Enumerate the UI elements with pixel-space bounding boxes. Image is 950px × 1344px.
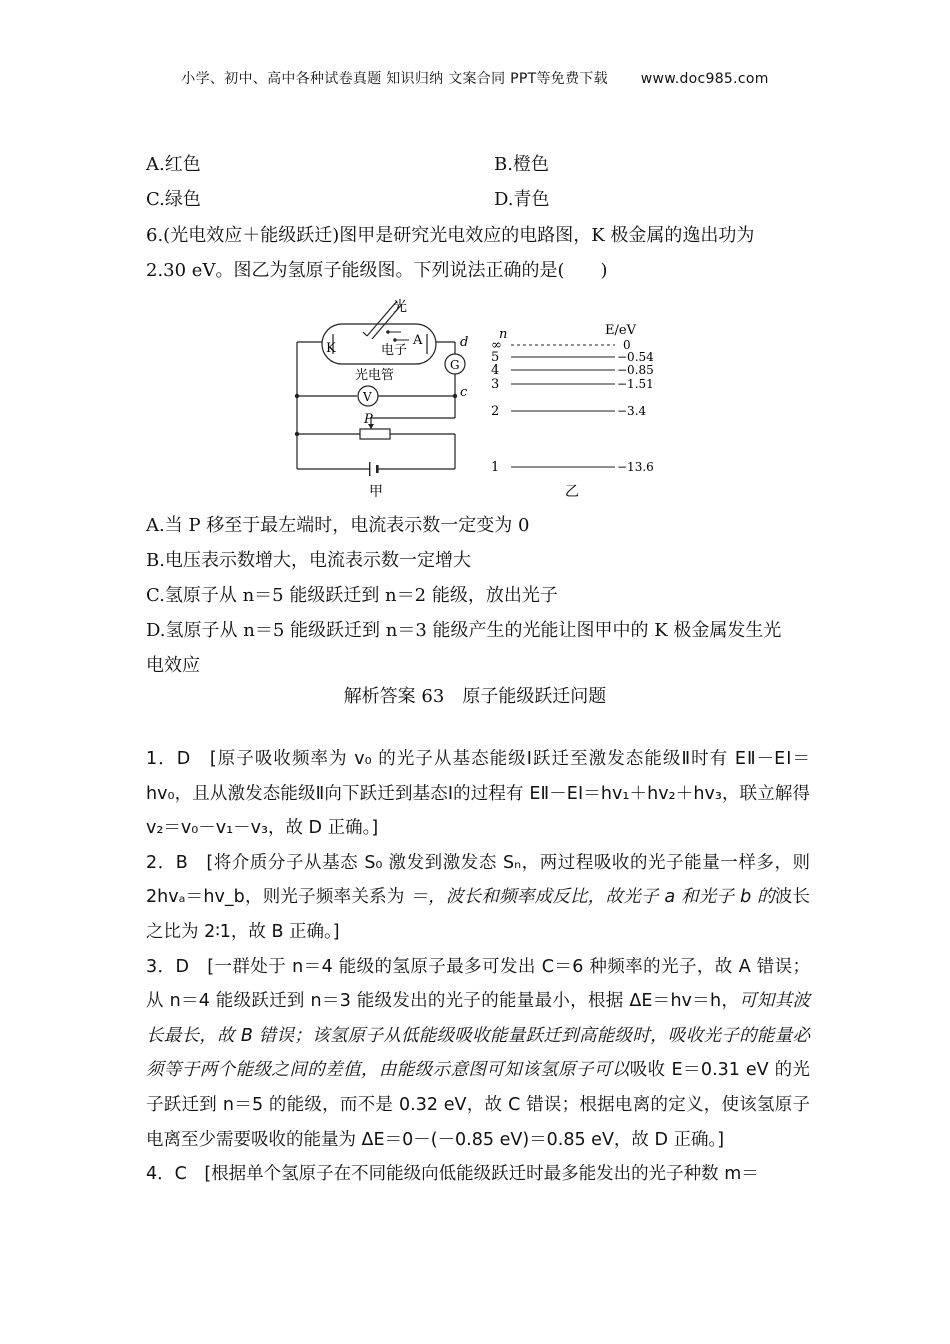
answer-2-end: 波长之比为 2∶1，故 B 正确。] (146, 887, 810, 942)
level-e-5: −0.54 (617, 350, 654, 364)
answer-3-end: 吸收 E＝0.31 eV 的光子跃迁到 n＝5 的能级，而不是 0.32 eV，故 C 错误；根据电离的定义，使该氢原子电离至少需要吸收的能量为 ΔE＝0－(－0.85 eV)＝0.85 eV，故 D 正确。] (146, 1060, 811, 1150)
answers-block (146, 742, 810, 1192)
point-d-label: d (460, 335, 469, 350)
rheostat (360, 429, 390, 439)
prev-option-b: B.橙色 (494, 154, 549, 175)
level-n-1: 1 (491, 460, 500, 475)
point-c-label: c (460, 385, 468, 400)
circuit-caption: 甲 (369, 484, 383, 500)
level-e-2: −3.4 (617, 404, 647, 418)
tube-label: 光电管 (355, 368, 395, 383)
level-e-inf: 0 (623, 338, 631, 352)
prev-option-a: A.红色 (146, 154, 201, 175)
question6-line1: 6.(光电效应＋能级跃迁)图甲是研究光电效应的电路图，K 极金属的逸出功为 (146, 225, 755, 246)
prev-option-c: C.绿色 (146, 189, 201, 210)
battery-long-plate (369, 462, 370, 476)
answer-2 (146, 846, 810, 950)
voltmeter-label: V (363, 390, 372, 404)
option6-d-line1: D.氢原子从 n＝5 能级跃迁到 n＝3 能级产生的光能让图甲中的 K 极金属发生光 (146, 620, 782, 641)
question6-line2: 2.30 eV。图乙为氢原子能级图。下列说法正确的是( ) (146, 260, 608, 281)
option6-c: C.氢原子从 n＝5 能级跃迁到 n＝2 能级，放出光子 (146, 585, 558, 606)
level-e-1: −13.6 (617, 460, 654, 474)
level-n-2: 2 (491, 404, 500, 419)
page-header (0, 68, 950, 88)
level-n-3: 3 (491, 377, 500, 392)
level-n-5: 5 (491, 350, 500, 365)
answer-2-text: 2．B [将介质分子从基态 S₀ 激发到激发态 Sₙ，两过程吸收的光子能量一样多，则 2hvₐ＝hv_b，则光子频率关系为 (146, 852, 810, 908)
energy-levels (511, 345, 615, 467)
slider-label: P (364, 412, 373, 427)
answer-1: 1．D [原子吸收频率为 v₀ 的光子从基态能级Ⅰ跃迁至激发态能级Ⅱ时有 EⅡ－EⅠ＝hv₀，且从激发态能级Ⅱ向下跃迁到基态Ⅰ的过程有 EⅡ－EⅠ＝hv₁＋hv₂＋hv₃，联立解得 v₂＝v₀－v₁－v₃，故 D 正确。] (146, 749, 810, 839)
level-n-inf: ∞ (491, 338, 502, 353)
light-label: 光 (393, 299, 407, 315)
anode-label: A (413, 333, 423, 348)
answer-3-italic: 可知其波长最长，故 B 错误；该氢原子从低能级吸收能量跃迁到高能级时，吸收光子的能量必须等于两个能级之间的差值，由能级示意图可知该氢原子可以 (146, 991, 810, 1081)
battery-short-plate (376, 465, 379, 473)
option6-a: A.当 P 移至于最左端时，电流表示数一定变为 0 (146, 515, 530, 536)
answer-3-text: 3．D [一群处于 n＝4 能级的氢原子最多可发出 C＝6 种频率的光子，故 A 错误；从 n＝4 能级跃迁到 n＝3 能级发出的光子的能量最小，根据 ΔE＝hv＝h， (146, 956, 810, 1012)
question6-figure (285, 296, 675, 506)
answer-3 (146, 950, 810, 1158)
option6-d-line2: 电效应 (146, 655, 200, 676)
electron-label: 电子 (381, 343, 408, 358)
circuit-diagram (297, 301, 465, 469)
option6-b: B.电压表示数增大，电流表示数一定增大 (146, 550, 471, 571)
level-n-axis-label: n (499, 327, 508, 342)
level-n-4: 4 (491, 363, 500, 378)
answer-2-italic: ＝，波长和频率成反比，故光子 a 和光子 b 的 (410, 887, 775, 908)
galvanometer-label: G (450, 358, 460, 372)
level-e-axis-label: E/eV (605, 323, 636, 338)
level-e-4: −0.85 (617, 363, 654, 377)
cathode-label: K (326, 341, 336, 356)
section-title: 解析答案 63 原子能级跃迁问题 (343, 686, 607, 707)
circuit-details (295, 330, 457, 476)
level-e-3: −1.51 (617, 377, 654, 391)
prev-option-d: D.青色 (494, 189, 550, 210)
levels-caption: 乙 (565, 484, 579, 500)
answer-4: 4．C [根据单个氢原子在不同能级向低能级跃迁时最多能发出的光子种数 m＝ (146, 1164, 759, 1185)
header-text: 小学、初中、高中各种试卷真题 知识归纳 文案合同 PPT等免费下载 (181, 71, 608, 87)
header-site[interactable]: www.doc985.com (640, 71, 769, 87)
